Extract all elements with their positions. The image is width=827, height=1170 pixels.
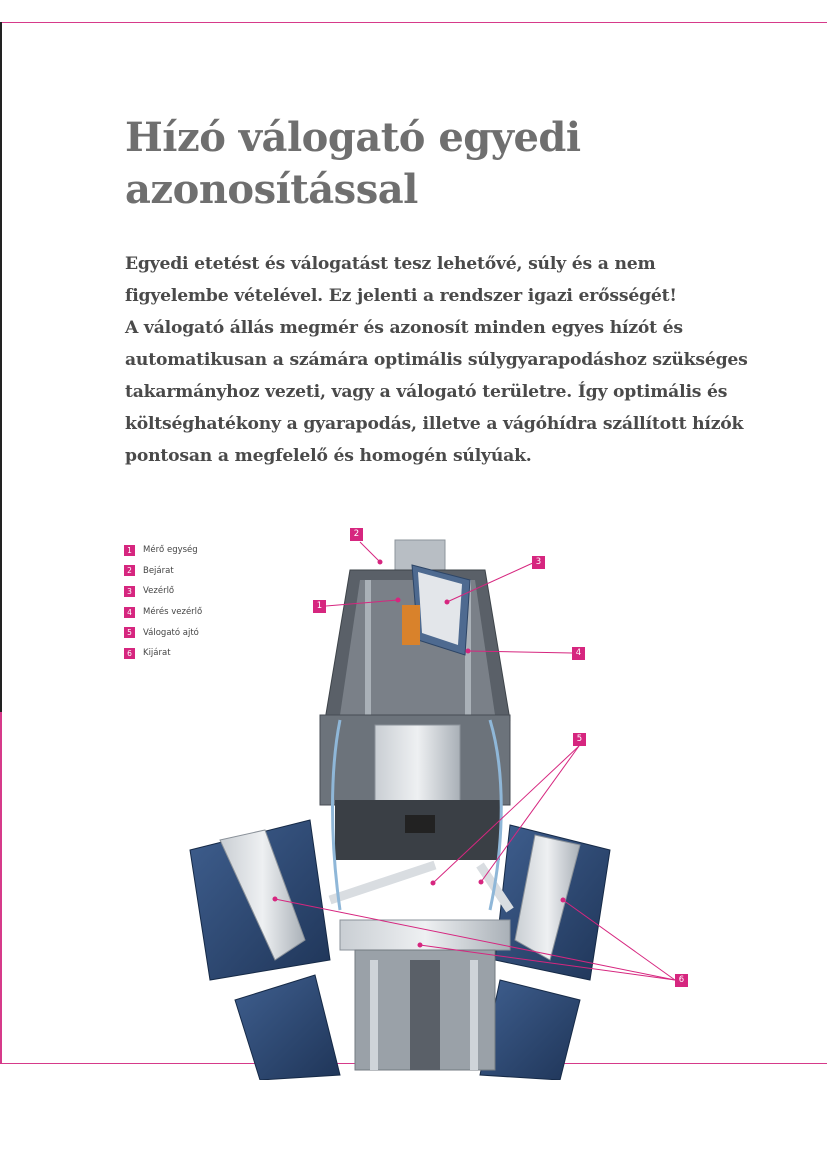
callout-1: 1 <box>313 600 326 613</box>
legend-number: 6 <box>124 648 135 659</box>
left-rule-dark <box>0 22 2 712</box>
intro-line: Egyedi etetést és válogatást tesz lehetővé, súly és a nem <box>125 254 656 274</box>
legend-label: Mérő egység <box>143 545 198 556</box>
legend-number: 1 <box>124 545 135 556</box>
callout-4: 4 <box>572 647 585 660</box>
top-rule <box>0 22 827 23</box>
legend-label: Vezérlő <box>143 586 175 597</box>
intro-paragraph <box>125 248 785 472</box>
legend-label: Válogató ajtó <box>143 627 199 638</box>
title-line: Hízó válogató egyedi <box>125 114 581 161</box>
legend-label: Bejárat <box>143 565 174 576</box>
legend-label: Mérés vezérlő <box>143 607 203 618</box>
intro-line: pontosan a megfelelő és homogén súlyúak. <box>125 446 532 466</box>
intro-line: takarmányhoz vezeti, vagy a válogató területre. Így optimális és <box>125 382 728 402</box>
sorter-machine-illustration <box>180 520 620 1080</box>
intro-line: költséghatékony a gyarapodás, illetve a vágóhídra szállított hízók <box>125 414 744 434</box>
left-rule-accent <box>0 712 2 1064</box>
intro-line: A válogató állás megmér és azonosít minden egyes hízót és <box>125 318 683 338</box>
legend-number: 5 <box>124 627 135 638</box>
intro-line: automatikusan a számára optimális súlygyarapodáshoz szükséges <box>125 350 748 370</box>
legend-number: 4 <box>124 607 135 618</box>
callout-3: 3 <box>532 556 545 569</box>
intro-line: figyelembe vételével. Ez jelenti a rendszer igazi erősségét! <box>125 286 677 306</box>
page-title <box>125 112 765 216</box>
legend-label: Kijárat <box>143 648 171 659</box>
callout-5: 5 <box>573 733 586 746</box>
callout-6: 6 <box>675 974 688 987</box>
legend-number: 2 <box>124 565 135 576</box>
callout-2: 2 <box>350 528 363 541</box>
title-line: azonosítással <box>125 166 418 213</box>
legend-number: 3 <box>124 586 135 597</box>
